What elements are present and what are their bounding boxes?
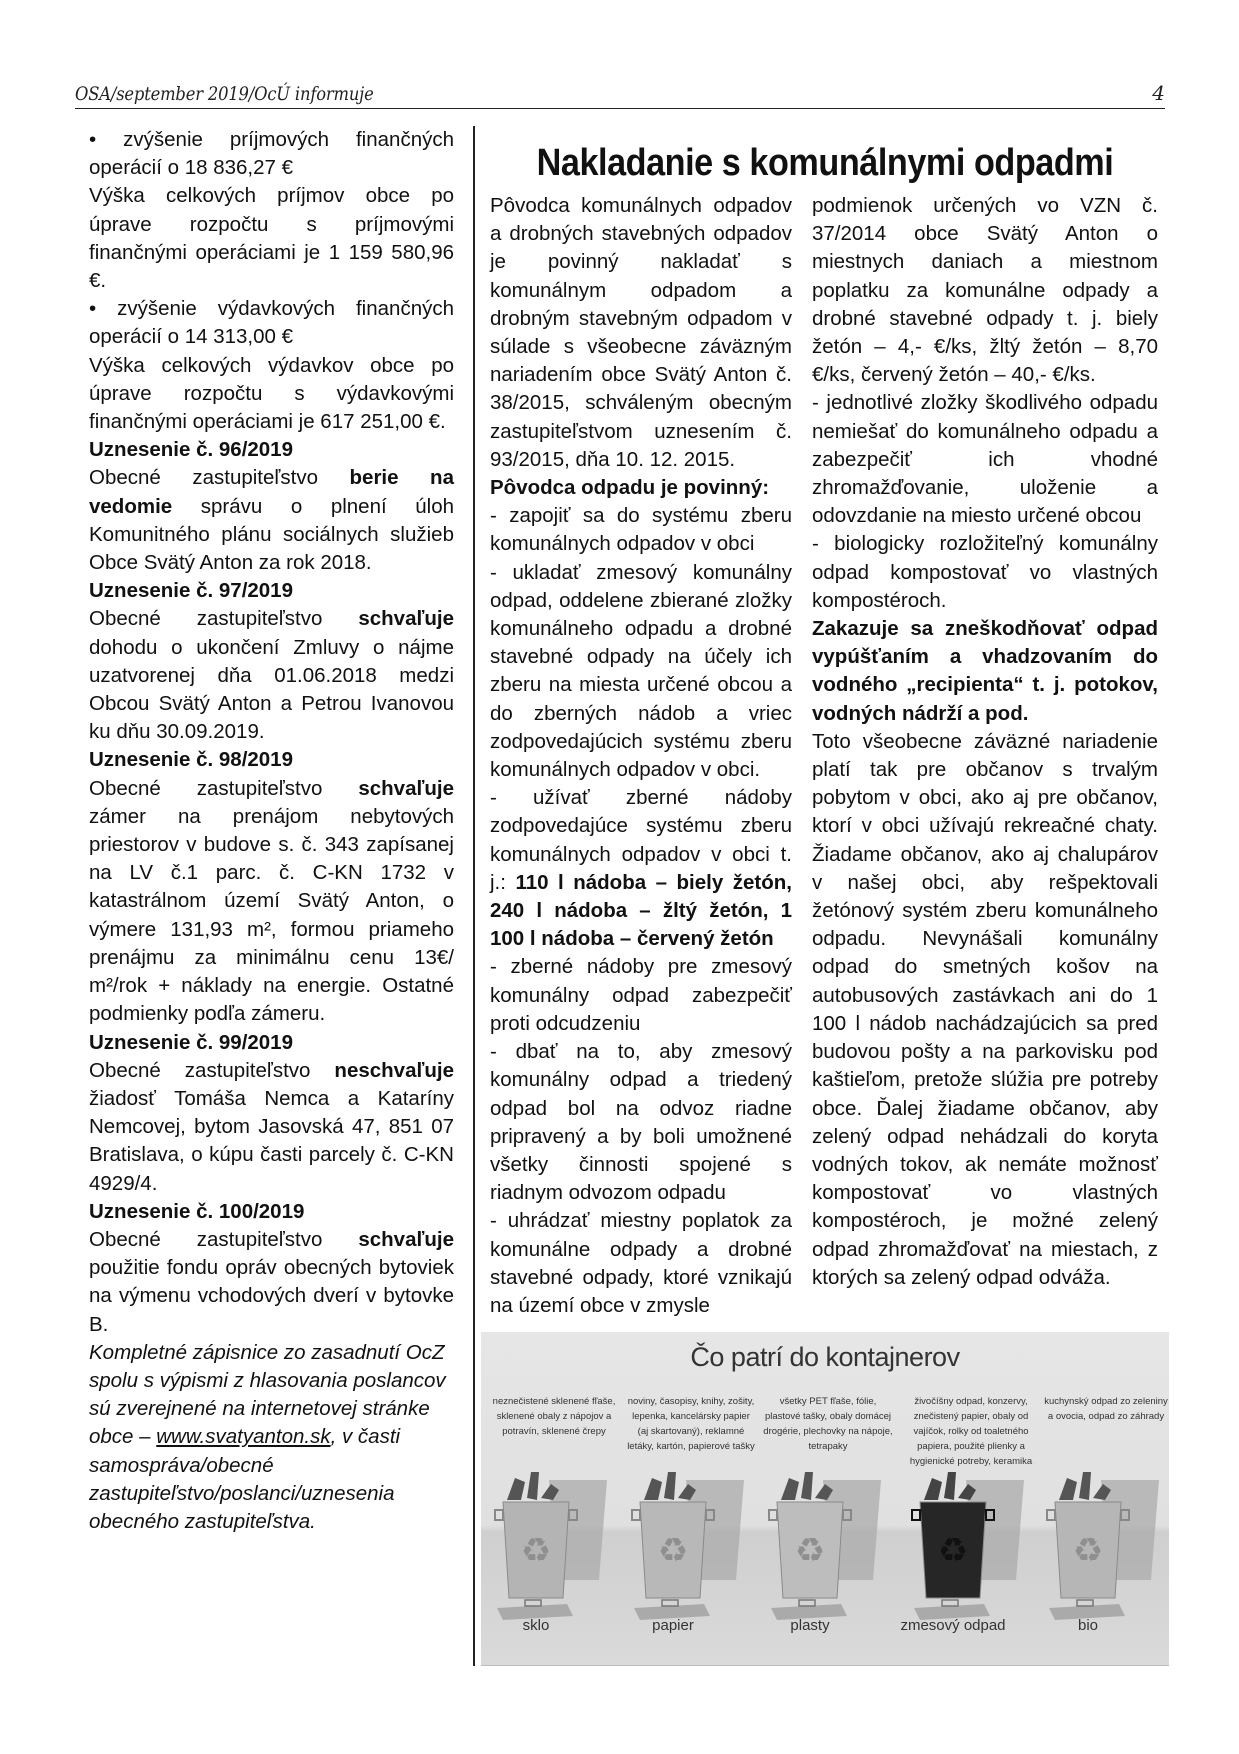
left-column [89, 126, 454, 1536]
resolution-text: Obecné zastupiteľstvo schvaľuje zámer na prenájom nebytových priestorov v budove s. č. 343 zapísanej na LV č.1 parc. č. C-KN 1732 v katastrálnom území Svätý Anton, o výmere 131,93 m², formou priameho prenájmu za minimálnu cenu 13€/ m²/rok + náklady na energie. Ostatné podmienky podľa zámeru. [89, 776, 454, 1026]
bin-description: živočíšny odpad, konzervy, znečistený papier, obaly od vajíčok, rolky od toaletného papiera, použité plienky a hygienické potreby, keramika [909, 1396, 1033, 1467]
resolution-heading: Uznesenie č. 98/2019 [89, 748, 293, 772]
duty-item: - dbať na to, aby zmesový komunálny odpad a triedený odpad bol na odvoz riadne pripravený a by boli umožnené všetky činnosti spojené s riadnym odvozom odpadu [490, 1040, 792, 1205]
resolution-heading: Uznesenie č. 100/2019 [89, 1199, 305, 1223]
svg-text:♻: ♻ [520, 1531, 552, 1571]
duty-item: - zapojiť sa do systému zberu komunálnych odpadov v obci [490, 504, 792, 556]
resolution-96 [89, 436, 454, 577]
duty-item: - ukladať zmesový komunálny odpad, oddelene zbierané zložky komunálneho odpadu a drobné stavebné odpady na účely ich zberu na miesta určené obcou a do zberných nádob a vriec zodpovedajúcich systému zberu komunálnych odpadov v obci. [490, 560, 792, 782]
duty-item: - uhrádzať miestny poplatok za komunálne odpady a drobné stavebné odpady, ktoré vznikajú na území obce v zmysle [490, 1209, 792, 1317]
resolution-text: Obecné zastupiteľstvo schvaľuje dohodu o ukončení Zmluvy o nájme uzatvorenej dňa 01.06.2018 medzi Obcou Svätý Anton a Petrou Ivanovou ku dňu 30.09.2019. [89, 607, 454, 744]
closing-paragraph: Toto všeobecne záväzné nariadenie platí tak pre občanov s trvalým pobytom v obci, ako aj pre občanov, ktorí v obci užívajú rekreačné chaty. Žiadame občanov, ako aj chalupárov v našej obci, aby rešpektovali žetónový systém zberu komunálneho odpadu. Nevynášali komunálny odpad do smetných košov na autobusových zastávkach ani do 1 100 l nádob nachádzajúcich sa pred budovou pošty a na parkovisku pod kaštieľom, pretože slúžia pre potreby obce. Ďalej žiadame občanov, aby zelený odpad nehádzali do koryta vodných tokov, ak nemáte možnosť kompostovať vo vlastných kompostéroch, je možné zelený odpad zhromažďovať na miestach, z ktorých sa zelený odpad odváža. [812, 729, 1158, 1289]
duty-item-continued: podmienok určených vo VZN č. 37/2014 obce Svätý Anton o miestnych daniach a miestnom poplatku za komunálne odpady a drobné stavebné odpady t. j. biely žetón – 4,- €/ks, žltý žetón – 8,70 €/ks, červený žetón – 40,- €/ks. [812, 194, 1158, 387]
svg-text:♻: ♻ [657, 1531, 689, 1571]
bin-label: zmesový odpad [900, 1617, 1006, 1634]
resolution-text: Obecné zastupiteľstvo neschvaľuje žiadosť Tomáša Nemca a Kataríny Nemcovej, bytom Jasovská 47, 851 07 Bratislava, o kúpu časti parcely č. C-KN 4929/4. [89, 1058, 454, 1195]
infographic-title: Čo patrí do kontajnerov [690, 1342, 960, 1372]
bin-0 [489, 1394, 619, 1625]
bin-3 [906, 1394, 1036, 1625]
waste-bin-icon [906, 1470, 1036, 1620]
duty-item: - jednotlivé zložky škodlivého odpadu nemiešať do komunálneho odpadu a zabezpečiť ich vhodné zhromažďovanie, uloženie a odovzdanie na miesto určené obcou [812, 391, 1158, 528]
bin-1 [626, 1394, 756, 1625]
resolution-heading: Uznesenie č. 99/2019 [89, 1030, 293, 1054]
bin-label: plasty [790, 1617, 830, 1634]
waste-containers-infographic [481, 1332, 1169, 1666]
svg-text:♻: ♻ [794, 1531, 826, 1571]
resolution-100 [89, 1198, 454, 1339]
bin-label: papier [652, 1617, 694, 1634]
page-header [75, 78, 1165, 109]
bin-2 [763, 1394, 893, 1625]
expense-bullet: • zvýšenie výdavkových finančných operácií o 14 313,00 € [89, 297, 454, 349]
bin-4 [1041, 1394, 1169, 1625]
duty-item: - užívať zberné nádoby zodpovedajúce systému zberu komunálnych odpadov v obci t. j.: 110 l nádoba – biely žetón, 240 l nádoba – žltý žetón, 1 100 l nádoba – červený žetón [490, 786, 792, 951]
bin-token-mapping: 110 l nádoba – biely žetón, 240 l nádoba – žltý žetón, 1 100 l nádoba – červený žetón [490, 870, 792, 951]
resolution-97 [89, 577, 454, 746]
bin-description: kuchynský odpad zo zeleniny a ovocia, odpad zo záhrady [1044, 1396, 1168, 1422]
resolution-heading: Uznesenie č. 96/2019 [89, 438, 293, 462]
article-column-2 [812, 192, 1158, 1292]
duties-heading: Pôvodca odpadu je povinný: [490, 476, 770, 500]
resolution-99 [89, 1029, 454, 1198]
article-column-1 [490, 192, 792, 1320]
minutes-note: Kompletné zápisnice zo zasadnutí OcZ spolu s výpismi z hlasovania poslancov sú zverejnené na internetovej stránke obce – www.svatyanton.sk, v časti samospráva/obecné zastupiteľstvo/poslanci/uznesenia obecného zastupiteľstva. [89, 1340, 446, 1533]
income-bullet: • zvýšenie príjmových finančných operácií o 18 836,27 € [89, 128, 454, 180]
resolution-text: Obecné zastupiteľstvo berie na vedomie správu o plnení úloh Komunitného plánu sociálnych služieb Obce Svätý Anton za rok 2018. [89, 466, 454, 575]
article-title: Nakladanie s komunálnymi odpadmi [536, 142, 1114, 184]
publication-title: OSA/september 2019/OcÚ informuje [75, 83, 374, 105]
website-link[interactable]: www.svatyanton.sk [156, 1425, 331, 1449]
resolution-98 [89, 746, 454, 1028]
expense-total: Výška celkových výdavkov obce po úprave rozpočtu s výdavkovými finančnými operáciami je 617 251,00 €. [89, 353, 454, 434]
bin-description: noviny, časopisy, knihy, zošity, lepenka, kancelársky papier (aj skartovaný), reklamné letáky, kartón, papierové tašky [627, 1396, 755, 1452]
waste-bin-icon [1041, 1470, 1169, 1620]
svg-text:♻: ♻ [1072, 1531, 1104, 1571]
page-number: 4 [1152, 81, 1165, 105]
waste-bin-icon [626, 1470, 756, 1620]
resolution-heading: Uznesenie č. 97/2019 [89, 579, 293, 603]
resolution-text: Obecné zastupiteľstvo schvaľuje použitie fondu opráv obecných bytoviek na výmenu vchodových dverí v bytovke B. [89, 1227, 454, 1336]
duty-item: - biologicky rozložiteľný komunálny odpad kompostovať vo vlastných kompostéroch. [812, 532, 1158, 612]
article-intro: Pôvodca komunálnych odpadov a drobných stavebných odpadov je povinný nakladať s komunálnym odpadom a drobným stavebným odpadom v súlade s všeobecne záväzným nariadením obce Svätý Anton č. 38/2015, schváleným obecným zastupiteľstvom uznesením č. 93/2015, dňa 10. 12. 2015. [490, 194, 792, 471]
waste-bin-icon [489, 1470, 619, 1620]
duty-item: - zberné nádoby pre zmesový komunálny odpad zabezpečiť proti odcudzeniu [490, 955, 792, 1035]
bin-description: všetky PET fľaše, fólie, plastové tašky, obaly domácej drogérie, plechovky na nápoje, tetrapaky [763, 1396, 893, 1452]
column-divider [473, 126, 475, 1666]
prohibition-notice: Zakazuje sa zneškodňovať odpad vypúšťaním a vhadzovaním do vodného „recipienta“ t. j. potokov, vodných nádrží a pod. [812, 617, 1158, 725]
bin-description: neznečistené sklenené fľaše, sklenené obaly z nápojov a potravín, sklenené črepy [492, 1396, 616, 1437]
svg-text:♻: ♻ [937, 1531, 969, 1571]
bin-label: sklo [522, 1617, 550, 1634]
bin-label: bio [1077, 1617, 1099, 1634]
waste-bin-icon [763, 1470, 893, 1620]
income-total: Výška celkových príjmov obce po úprave rozpočtu s príjmovými finančnými operáciami je 1 159 580,96 €. [89, 184, 454, 293]
